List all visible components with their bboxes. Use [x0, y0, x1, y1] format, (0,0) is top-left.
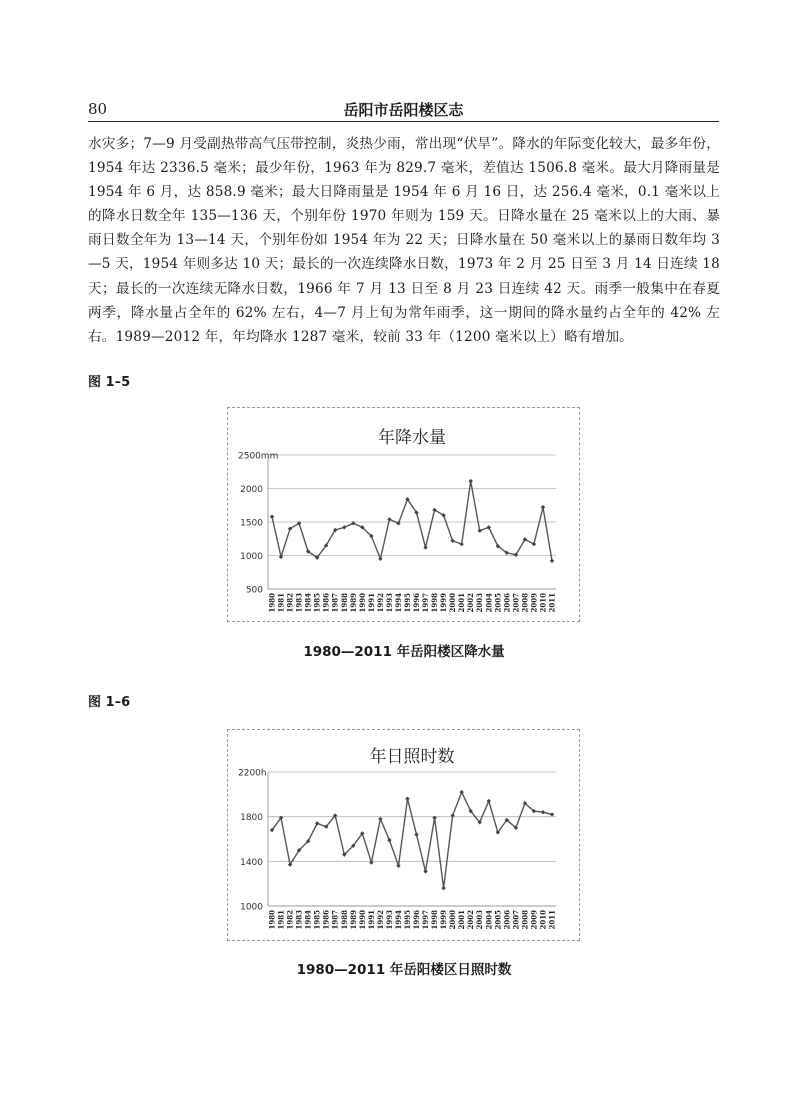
x-tick-label: 2000 — [448, 593, 458, 613]
x-tick-label: 1989 — [348, 593, 358, 613]
x-tick-label: 1980 — [267, 593, 277, 613]
x-tick-label: 1991 — [366, 910, 376, 930]
x-tick-label: 1992 — [375, 593, 385, 613]
x-tick-label: 2001 — [457, 910, 467, 930]
header-rule — [88, 121, 719, 122]
x-tick-label: 1983 — [294, 910, 304, 930]
x-tick-label: 1993 — [384, 593, 394, 613]
data-point — [369, 860, 373, 864]
data-point — [270, 514, 274, 518]
x-tick-label: 1985 — [312, 593, 322, 613]
data-point — [450, 539, 454, 543]
x-tick-label: 1996 — [412, 593, 422, 613]
x-tick-label: 1990 — [357, 910, 367, 930]
data-point — [315, 821, 319, 825]
sunshine-chart — [227, 729, 580, 941]
data-point — [423, 869, 427, 873]
precipitation-chart-svg — [228, 408, 579, 621]
x-tick-label: 2011 — [547, 910, 557, 930]
x-tick-label: 1995 — [402, 910, 412, 930]
figure-caption-1-5: 1980—2011 年岳阳楼区降水量 — [303, 644, 505, 660]
x-tick-label: 1981 — [276, 593, 286, 613]
data-point — [487, 799, 491, 803]
x-tick-label: 1986 — [321, 910, 331, 930]
x-tick-label: 2004 — [484, 593, 494, 613]
figure-caption-1-6: 1980—2011 年岳阳楼区日照时数 — [296, 962, 512, 978]
data-point — [550, 812, 554, 816]
data-point — [405, 797, 409, 801]
x-tick-label: 1989 — [348, 910, 358, 930]
data-point — [378, 557, 382, 561]
x-tick-label: 1998 — [430, 593, 440, 613]
x-tick-label: 1999 — [439, 910, 449, 930]
data-point — [478, 529, 482, 533]
page-number: 80 — [88, 100, 108, 118]
x-tick-label: 2008 — [520, 593, 530, 613]
y-tick-label: 1000 — [240, 552, 263, 562]
data-point — [450, 813, 454, 817]
x-tick-label: 1994 — [393, 593, 403, 613]
data-point — [396, 864, 400, 868]
y-tick-label: 1800 — [240, 813, 263, 824]
y-tick-label: 1000 — [240, 902, 263, 913]
x-tick-label: 2009 — [529, 910, 539, 930]
x-tick-label: 2005 — [493, 910, 503, 930]
x-tick-label: 2009 — [529, 593, 539, 613]
x-tick-label: 2002 — [466, 910, 476, 930]
x-tick-label: 1986 — [321, 593, 331, 613]
data-point — [459, 790, 463, 794]
chart-title: 年日照时数 — [369, 747, 455, 767]
x-tick-label: 2007 — [511, 593, 521, 613]
y-tick-label: 1500 — [240, 518, 263, 529]
x-tick-label: 1987 — [330, 910, 340, 930]
figure-label-1-6: 图 1–6 — [88, 695, 131, 710]
x-tick-label: 2004 — [484, 910, 494, 930]
x-tick-label: 2010 — [538, 910, 548, 930]
x-tick-label: 2010 — [538, 593, 548, 613]
data-point — [441, 886, 445, 890]
x-tick-label: 1998 — [430, 910, 440, 930]
data-point — [387, 517, 391, 521]
data-point — [342, 525, 346, 529]
y-tick-label: 2200h — [238, 768, 267, 779]
x-tick-label: 1984 — [303, 593, 313, 613]
data-point — [378, 817, 382, 821]
x-tick-label: 1980 — [267, 910, 277, 930]
x-tick-label: 1994 — [393, 910, 403, 930]
chart-title: 年降水量 — [378, 428, 446, 448]
data-point — [414, 832, 418, 836]
sunshine-chart-svg — [228, 730, 579, 940]
x-tick-label: 2001 — [457, 593, 467, 613]
series-line — [272, 792, 552, 888]
data-point — [487, 525, 491, 529]
x-tick-label: 1984 — [303, 910, 313, 930]
x-tick-label: 2008 — [520, 910, 530, 930]
x-tick-label: 2006 — [502, 910, 512, 930]
x-tick-label: 1993 — [384, 910, 394, 930]
x-tick-label: 1995 — [402, 593, 412, 613]
x-tick-label: 1991 — [366, 593, 376, 613]
page-header — [88, 98, 719, 120]
x-tick-label: 2006 — [502, 593, 512, 613]
x-tick-label: 1988 — [339, 593, 349, 613]
x-tick-label: 1996 — [412, 910, 422, 930]
data-point — [541, 505, 545, 509]
x-tick-label: 1999 — [439, 593, 449, 613]
data-point — [432, 816, 436, 820]
x-tick-label: 1982 — [285, 593, 295, 613]
x-tick-label: 1987 — [330, 593, 340, 613]
x-tick-label: 2000 — [448, 910, 458, 930]
x-tick-label: 1981 — [276, 910, 286, 930]
data-point — [423, 545, 427, 549]
x-tick-label: 1982 — [285, 910, 295, 930]
body-paragraph: 水灾多；7—9 月受副热带高气压带控制，炎热少雨，常出现“伏旱”。降水的年际变化较大，最多年份，1954 年达 2336.5 毫米；最少年份，1963 年为 829.7 毫米，差值达 1506.8 毫米。最大月降雨量是 1954 年 6 月，达 858.9 毫米；最大日降雨量是 1954 年 6 月 16 日，达 256.4 毫米，0.1 毫米以上的降水日数全年 135—136 天，个别年份 1970 年则为 159 天。日降水量在 25 毫米以上的大雨、暴雨日数全年为 13—14 天，个别年份如 1954 年为 22 天；日降水量在 50 毫米以上的暴雨日数年均 3—5 天，1954 年则多达 10 天；最长的一次连续降水日数，1973 年 2 月 25 日至 3 月 14 日连续 18 天；最长的一次连续无降水日数，1966 年 7 月 13 日至 8 月 23 日连续 42 天。雨季一般集中在春夏两季，降水量占全年的 62% 左右，4—7 月上旬为常年雨季，这一期间的降水量约占全年的 42% 左右。1989—2012 年，年均降水 1287 毫米，较前 33 年（1200 毫米以上）略有增加。 — [88, 136, 720, 345]
x-tick-label: 2007 — [511, 910, 521, 930]
data-point — [550, 559, 554, 563]
y-tick-label: 1400 — [240, 857, 263, 868]
data-point — [387, 838, 391, 842]
x-tick-label: 1992 — [375, 910, 385, 930]
data-point — [459, 542, 463, 546]
figure-label-1-5: 图 1–5 — [88, 375, 131, 390]
x-tick-label: 1990 — [357, 593, 367, 613]
x-tick-label: 1997 — [421, 593, 431, 613]
y-tick-label: 2500mm — [238, 451, 279, 462]
y-tick-label: 500 — [245, 585, 263, 596]
x-tick-label: 2003 — [475, 910, 485, 930]
x-tick-label: 1983 — [294, 593, 304, 613]
data-point — [469, 479, 473, 483]
x-tick-label: 1988 — [339, 910, 349, 930]
precipitation-chart — [227, 407, 580, 622]
data-point — [541, 810, 545, 814]
x-tick-label: 2002 — [466, 593, 476, 613]
x-tick-label: 2003 — [475, 593, 485, 613]
x-tick-label: 1997 — [421, 910, 431, 930]
x-tick-label: 1985 — [312, 910, 322, 930]
x-tick-label: 2005 — [493, 593, 503, 613]
y-tick-label: 2000 — [240, 485, 263, 495]
running-title: 岳阳市岳阳楼区志 — [343, 101, 464, 119]
x-tick-label: 2011 — [547, 593, 557, 613]
series-line — [272, 481, 552, 561]
